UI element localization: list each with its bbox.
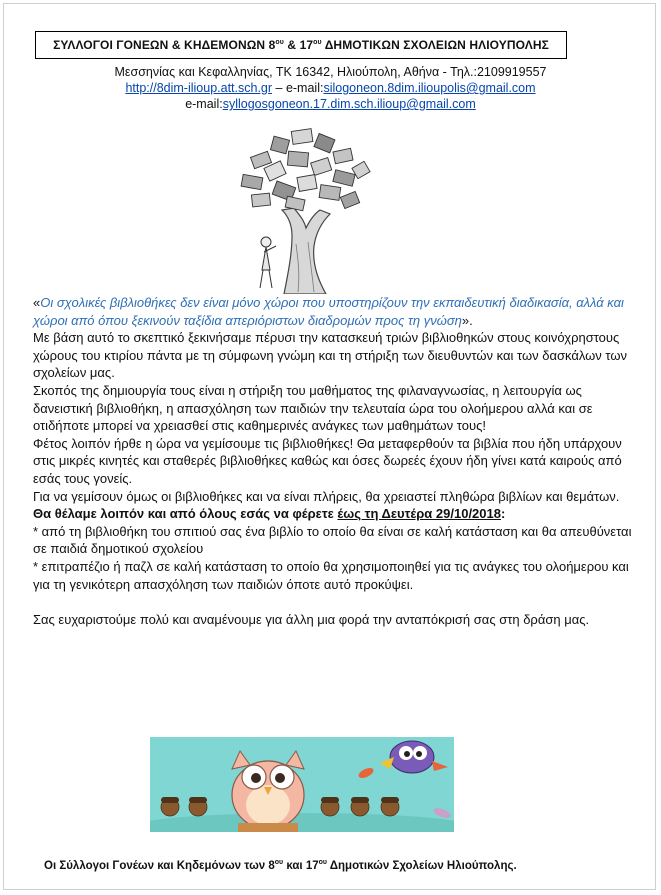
footer-part2: και 17 xyxy=(283,860,319,872)
deadline-paragraph xyxy=(33,505,633,523)
contact-address: Μεσσηνίας και Κεφαλληνίας, ΤΚ 16342, Ηλιούπολη, Αθήνα - Τηλ.:2109919557 xyxy=(114,65,547,79)
footer-signature xyxy=(44,860,604,872)
letter-body xyxy=(33,294,633,628)
email1-link[interactable]: silogoneon.8dim.ilioupolis@gmail.com xyxy=(323,81,536,95)
email-separator: – e-mail: xyxy=(272,81,324,95)
spacer xyxy=(33,593,633,611)
request-item-1: * από τη βιβλιοθήκη του σπιτιού σας ένα βιβλίο το οποίο θα είναι σε καλή κατάσταση και θα απευθύνεται σε παιδιά δημοτικού σχολείου xyxy=(33,523,632,557)
contact-line-web xyxy=(0,80,661,97)
email2-label: e-mail: xyxy=(185,97,223,111)
quote-text: Οι σχολικές βιβλιοθήκες δεν είναι μόνο χώροι που υποστηρίζουν την εκπαιδευτική διαδικασία, αλλά και χώροι από όπου ξεκινούν ταξίδια απεριόριστων διαδρομών προς τη γνώση xyxy=(33,295,624,328)
deadline-text: Θα θέλαμε λοιπόν και από όλους εσάς να φέρετε xyxy=(33,506,338,522)
quote-paragraph xyxy=(33,294,633,329)
request-item-2: * επιτραπέζιο ή παζλ σε καλή κατάσταση το οποίο θα χρησιμοποιηθεί για τις ανάγκες του ολοήμερου και για τη γενικότερη απασχόληση των παιδιών όποτε αυτό προκύψει. xyxy=(33,558,629,592)
footer-part3: Δημοτικών Σχολείων Ηλιούπολης. xyxy=(326,860,517,872)
header-title-part3: ΔΗΜΟΤΙΚΩΝ ΣΧΟΛΕΙΩΝ ΗΛΙΟΥΠΟΛΗΣ xyxy=(321,38,549,52)
deadline-date: έως τη Δευτέρα 29/10/2018 xyxy=(337,506,501,522)
header-title-box xyxy=(35,31,567,59)
quote-open: « xyxy=(33,295,41,310)
deadline-colon: : xyxy=(500,506,506,522)
contact-line-email2 xyxy=(0,96,661,113)
owl-cartoon-banner xyxy=(150,737,454,832)
footer-sup2: ου xyxy=(318,859,327,867)
footer-part1: Οι Σύλλογοι Γονέων και Κηδεμόνων των 8 xyxy=(44,860,275,872)
header-sup2: ου xyxy=(313,39,322,46)
quote-close: ». xyxy=(461,312,473,328)
footer-sup1: ου xyxy=(274,859,284,867)
header-title-part2: & 17 xyxy=(283,38,314,52)
email2-link[interactable]: syllogosgoneon.17.dim.sch.ilioup@gmail.com xyxy=(222,97,476,111)
thanks-paragraph: Σας ευχαριστούμε πολύ και αναμένουμε για άλλη μια φορά την ανταπόκρισή σας στη δράση μας. xyxy=(33,611,590,627)
paragraph-2: Σκοπός της δημιουργία τους είναι η στήριξη του μαθήματος της φιλαναγνωσίας, η λειτουργία ως δανειστική βιβλιοθήκη, η απασχόληση των παιδιών την τελευταία ώρα του ολοήμερου αλλά και σε οτιδήποτε μπορεί να χρειασθεί στις καθημερινές ανάγκες των μαθημάτων τους! xyxy=(33,382,593,434)
paragraph-3: Φέτος λοιπόν ήρθε η ώρα να γεμίσουμε τις βιβλιοθήκες! Θα μεταφερθούν τα βιβλία που ήδη υπάρχουν στις μικρές κινητές και σταθερές βιβλιοθήκες καθώς και όσες δωρεές έχουν ήδη γίνει κατά καιρούς από εσάς τους γονείς. xyxy=(33,435,622,486)
tree-of-books-illustration xyxy=(222,124,382,294)
header-title-part1: ΣΥΛΛΟΓΟΙ ΓΟΝΕΩΝ & ΚΗΔΕΜΟΝΩΝ 8 xyxy=(53,38,276,52)
paragraph-4: Για να γεμίσουν όμως οι βιβλιοθήκες και να είναι πλήρεις, θα χρειαστεί πληθώρα βιβλίων και θεμάτων. xyxy=(33,488,620,504)
paragraph-1: Με βάση αυτό το σκεπτικό ξεκινήσαμε πέρυσι την κατασκευή τριών βιβλιοθηκών στους κοινόχρηστους χώρους του κτιρίου πάντα με τη σύμφωνη γνώμη και τη στήριξη των διευθυντών και των δασκάλων των σχολείων μας. xyxy=(33,330,628,381)
website-link[interactable]: http://8dim-ilioup.att.sch.gr xyxy=(125,81,273,95)
header-sup1: ου xyxy=(275,39,284,46)
